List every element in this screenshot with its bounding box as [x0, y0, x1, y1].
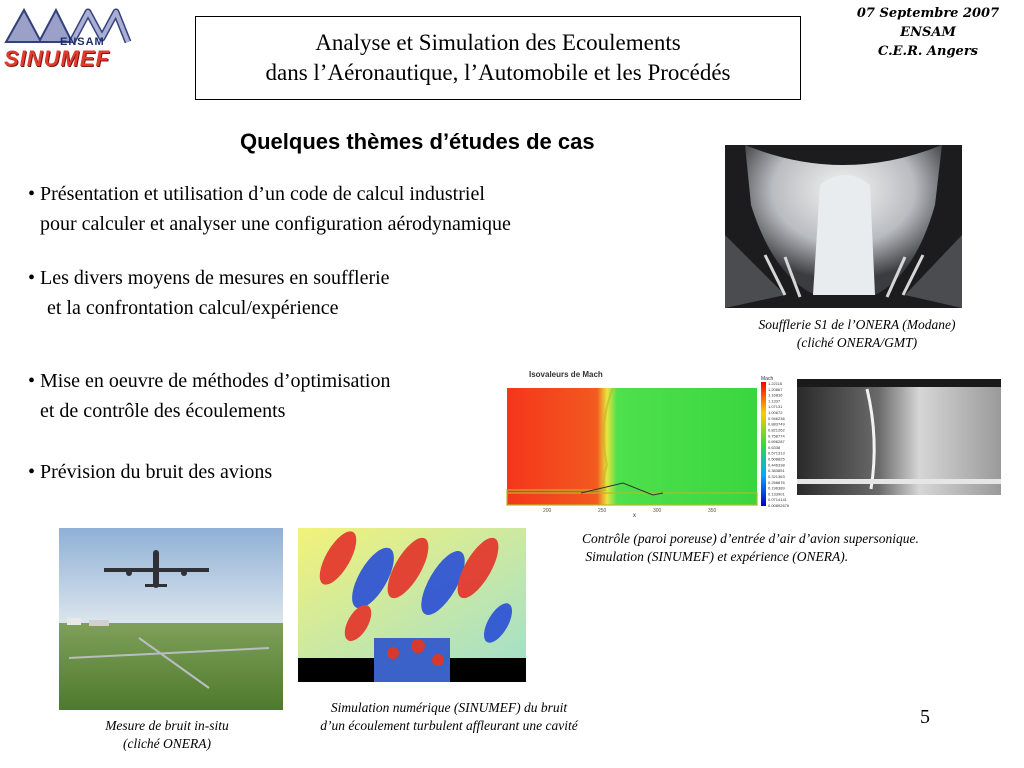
bullet-item: [28, 366, 390, 426]
bullet-item: [28, 457, 272, 487]
mach-legend-header: Mach: [761, 376, 774, 382]
mach-legend-value: 0.446338: [768, 462, 785, 468]
airplane-noise-photo: [59, 528, 283, 710]
caption-line: Contrôle (paroi poreuse) d’entrée d’air d’avion supersonique.: [582, 531, 919, 546]
mach-legend-value: 0.696287: [768, 439, 785, 445]
mach-legend-value: 0.946236: [768, 415, 785, 421]
bullet-line: • Les divers moyens de mesures en soufflerie: [28, 267, 390, 289]
caption-line: (cliché ONERA): [122, 736, 212, 751]
bullet-line: • Prévision du bruit des avions: [28, 461, 273, 483]
slide-title-box: [195, 16, 801, 100]
mach-legend-value: 0.133901: [768, 491, 785, 497]
mach-legend-value: 0.508825: [768, 456, 785, 462]
mach-x-tick: 200: [543, 508, 552, 514]
caption-line: Mesure de bruit in-situ: [105, 718, 229, 733]
mach-legend-value: 0.6338: [768, 444, 781, 450]
mach-plot-title: Isovaleurs de Mach: [529, 370, 603, 379]
mach-x-tick: 350: [708, 508, 717, 514]
mach-legend-value: 0.258876: [768, 479, 785, 485]
logo-sinumef-text: SINUMEF: [4, 46, 110, 71]
section-heading: Quelques thèmes d’études de cas: [240, 129, 595, 154]
bullet-line: et de contrôle des écoulements: [40, 400, 286, 422]
logo-ensam-text: ENSAM: [60, 36, 105, 48]
mach-caption: [582, 530, 919, 566]
event-school: ENSAM: [900, 25, 956, 40]
turbulence-simulation-image: [298, 528, 526, 682]
simulation-caption: [284, 699, 614, 735]
mach-legend-value: 0.571313: [768, 450, 785, 456]
mach-legend-value: 0.383851: [768, 468, 785, 474]
event-date: 07 Septembre 2007: [856, 6, 1000, 21]
mach-legend-value: 0.758774: [768, 433, 785, 439]
event-info: [852, 4, 1004, 61]
mach-legend-value: 1.16816: [768, 392, 783, 398]
event-center: C.E.R. Angers: [877, 44, 978, 59]
bullet-line: pour calculer et analyser une configuration aérodynamique: [40, 213, 511, 235]
mach-x-tick: 250: [598, 508, 607, 514]
slide-title-line1: Analyse et Simulation des Ecoulements: [315, 30, 681, 55]
mach-legend-value: 1.07131: [768, 404, 783, 410]
mach-legend-value: 0.0714141: [768, 497, 787, 503]
wind-tunnel-photo: [725, 145, 962, 308]
slide-title-line2: dans l’Aéronautique, l’Automobile et les Procédés: [265, 60, 731, 85]
wind-tunnel-caption: [722, 316, 992, 352]
mach-legend-value: 0.00892676: [768, 503, 790, 508]
schlieren-photo: [797, 379, 1001, 495]
caption-line: Soufflerie S1 de l’ONERA (Modane): [758, 317, 956, 332]
mach-x-tick: 300: [653, 508, 662, 514]
noise-caption: [80, 717, 254, 753]
mach-legend-value: 1.1337: [768, 398, 781, 404]
caption-line: Simulation (SINUMEF) et expérience (ONERA).: [582, 549, 849, 564]
mach-x-axis-label: x: [633, 513, 636, 517]
sinumef-logo: [2, 2, 132, 80]
mach-legend-value: 1.22116: [768, 381, 783, 386]
mach-legend-value: 0.196389: [768, 485, 785, 491]
caption-line: (cliché ONERA/GMT): [796, 335, 918, 350]
bullet-line: • Mise en oeuvre de méthodes d’optimisation: [28, 370, 391, 392]
bullet-item: [28, 263, 390, 323]
mach-legend-value: 0.883749: [768, 421, 785, 427]
bullet-item: [28, 179, 511, 239]
mach-legend-value: 0.321363: [768, 473, 785, 479]
bullet-line: • Présentation et utilisation d’un code de calcul industriel: [28, 183, 485, 205]
caption-line: Simulation numérique (SINUMEF) du bruit: [330, 700, 568, 715]
mach-contour-plot: [503, 365, 790, 517]
mach-legend-value: 1.00672: [768, 410, 783, 416]
mach-legend-value: 0.821262: [768, 427, 785, 433]
bullet-line: et la confrontation calcul/expérience: [47, 297, 339, 319]
mach-legend-value: 1.20867: [768, 386, 783, 392]
page-number: 5: [920, 706, 930, 728]
caption-line: d’un écoulement turbulent affleurant une cavité: [320, 718, 578, 733]
